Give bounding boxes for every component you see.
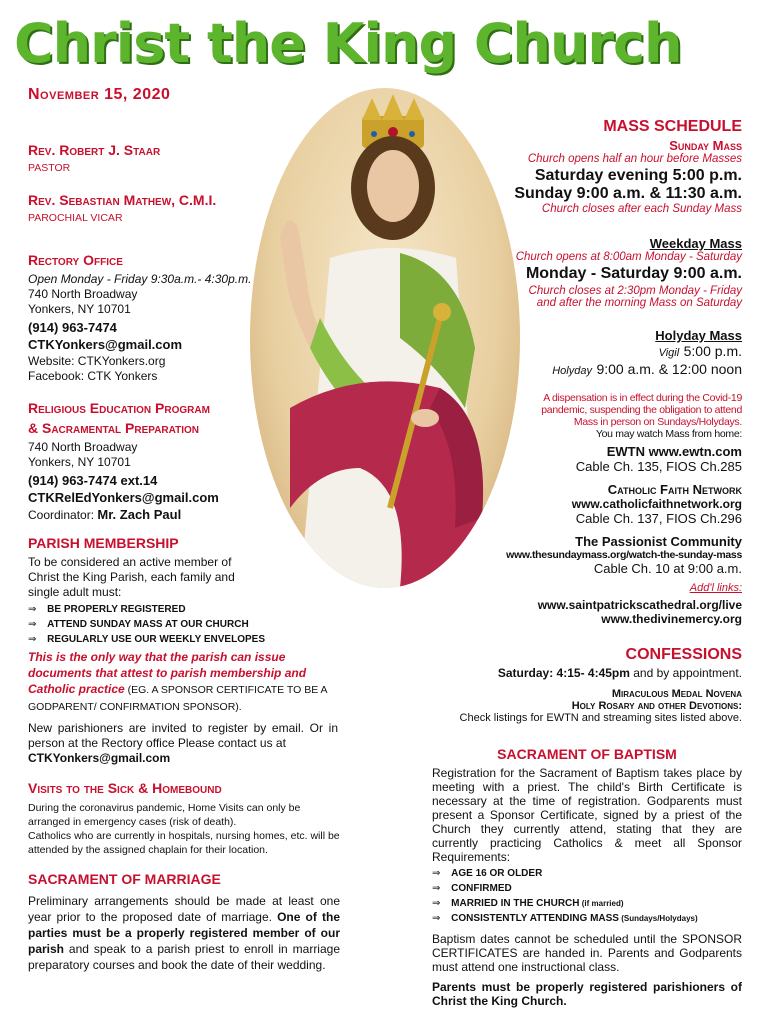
novena-line2: Holy Rosary and other Devotions: — [571, 700, 742, 712]
sponsor-requirements — [432, 866, 742, 926]
holyday-mass-label: Holyday Mass — [655, 328, 742, 343]
weekday-note2: Church closes at 2:30pm Monday - Friday — [528, 285, 742, 297]
dispensation-text: A dispensation is in effect during the Covid-19 pandemic, suspending the obligation to attend Mass in person on Sundays/Holydays. — [541, 392, 742, 428]
additional-links-label: Add'l links: — [689, 582, 742, 594]
passionist-url[interactable]: www.thesundaymass.org/watch-the-sunday-mass — [506, 549, 742, 561]
membership-heading: PARISH MEMBERSHIP — [28, 535, 179, 551]
religious-ed-block — [28, 400, 348, 523]
new-parishioners-email[interactable]: CTKYonkers@gmail.com — [28, 751, 171, 765]
marriage-block — [28, 872, 348, 973]
rectory-block — [28, 252, 348, 384]
cfn-channel: Cable Ch. 137, FIOS Ch.296 — [575, 511, 742, 526]
passionist-name: The Passionist Community — [575, 534, 742, 549]
coordinator-name: Mr. Zach Paul — [97, 507, 182, 522]
religious-ed-email[interactable]: CTKRelEdYonkers@gmail.com — [28, 490, 219, 505]
religious-ed-heading2: & Sacramental Preparation — [28, 420, 199, 436]
confessions-time-rest: and by appointment. — [629, 666, 742, 680]
bulletin-date: November 15, 2020 — [28, 86, 171, 103]
new-parishioners-text: New parishioners are invited to register by email. Or in person at the Rectory office Please contact us at — [28, 721, 338, 750]
ewtn-line[interactable]: EWTN www.ewtn.com — [606, 444, 742, 459]
vigil-time: 5:00 p.m. — [683, 343, 742, 359]
confessions-time: Saturday: 4:15- 4:45pm — [497, 666, 630, 680]
ewtn-channel: Cable Ch. 135, FIOS Ch.285 — [575, 459, 742, 474]
vicar-role: PAROCHIAL VICAR — [28, 212, 123, 224]
vicar-name: Rev. Sebastian Mathew, C.M.I. — [28, 192, 217, 208]
watch-text: You may watch Mass from home: — [595, 428, 742, 440]
rectory-email[interactable]: CTKYonkers@gmail.com — [28, 337, 183, 352]
religious-ed-phone: (914) 963-7474 ext.14 — [28, 473, 158, 488]
religious-ed-address2: Yonkers, NY 10701 — [28, 455, 131, 469]
weekday-line: Monday - Saturday 9:00 a.m. — [525, 265, 742, 282]
sunday-note1: Church opens half an hour before Masses — [527, 153, 742, 165]
list-item: ⇒ BE PROPERLY REGISTERED — [28, 602, 348, 617]
rectory-address1: 740 North Broadway — [28, 287, 138, 301]
marriage-text-bold: One of the parties must be a properly registered member of our parish — [28, 910, 340, 956]
visits-heading: Visits to the Sick & Homebound — [28, 780, 222, 796]
marriage-text2: and speak to a parish priest to enroll in marriage preparatory courses and book the date of their wedding. — [28, 942, 340, 972]
visits-text1: During the coronavirus pandemic, Home Visits can only be arranged in emergency cases (risk of death). — [28, 802, 301, 828]
vicar-block — [28, 192, 348, 226]
religious-ed-address1: 740 North Broadway — [28, 440, 138, 454]
rectory-heading: Rectory Office — [28, 252, 123, 268]
coordinator-label: Coordinator: — [28, 508, 95, 522]
marriage-text1: Preliminary arrangements should be made at least one year prior to the proposed date of marriage. — [28, 894, 340, 924]
visits-block — [28, 780, 348, 857]
baptism-intro: Registration for the Sacrament of Baptism takes place by meeting with a priest. The child's Birth Certificate is necessary at the time of registration. Godparents must present a Sponsor Certificate, signed by a priest of the Church they currently attend, stating that they are currently practicing Catholics & meet all Sponsor Requirements: — [432, 766, 742, 864]
weekday-note3: and after the morning Mass on Saturday — [536, 297, 742, 309]
membership-requirements — [28, 602, 348, 647]
link-saint-patricks[interactable]: www.saintpatrickscathedral.org/live — [537, 598, 742, 612]
check-listings: Check listings for EWTN and streaming sites listed above. — [459, 712, 742, 724]
holyday-mass-block — [462, 328, 742, 379]
streaming-block — [482, 444, 742, 626]
cfn-url[interactable]: www.catholicfaithnetwork.org — [571, 497, 742, 511]
page-title: Christ the King Church — [14, 12, 682, 75]
sunday-line2: Sunday 9:00 a.m. & 11:30 a.m. — [514, 185, 742, 202]
list-item: ⇒ ATTEND SUNDAY MASS AT OUR CHURCH — [28, 617, 348, 632]
list-item: ⇒ CONFIRMED — [432, 881, 742, 896]
weekday-note1: Church opens at 8:00am Monday - Saturday — [515, 251, 742, 263]
pastor-name: Rev. Robert J. Staar — [28, 142, 161, 158]
link-divine-mercy[interactable]: www.thedivinemercy.org — [601, 612, 742, 626]
pastor-block — [28, 142, 348, 176]
membership-intro: To be considered an active member of Christ the King Parish, each family and single adult must: — [28, 555, 235, 599]
baptism-parents: Parents must be properly registered parishioners of Christ the King Church. — [432, 980, 742, 1008]
confessions-block — [442, 646, 742, 724]
vigil-label: Vigil — [658, 347, 680, 359]
dispensation-block — [522, 392, 742, 440]
novena-line1: Miraculous Medal Novena — [611, 688, 742, 700]
religious-ed-heading: Religious Education Program — [28, 400, 210, 416]
sunday-note2: Church closes after each Sunday Mass — [541, 203, 742, 215]
list-item: ⇒ MARRIED IN THE CHURCH (if married) — [432, 896, 742, 911]
holyday-day-label: Holyday — [552, 365, 592, 377]
rectory-address2: Yonkers, NY 10701 — [28, 302, 131, 316]
mass-heading: MASS SCHEDULE — [603, 118, 742, 135]
marriage-heading: SACRAMENT OF MARRIAGE — [28, 871, 221, 887]
rectory-facebook[interactable]: Facebook: CTK Yonkers — [28, 369, 158, 383]
list-item: ⇒ AGE 16 OR OLDER — [432, 866, 742, 881]
rectory-phone: (914) 963-7474 — [28, 320, 117, 335]
confessions-heading: CONFESSIONS — [625, 646, 742, 663]
membership-block — [28, 536, 348, 766]
sunday-mass-label: Sunday Mass — [669, 138, 742, 153]
membership-note: This is the only way that the parish can issue documents that attest to parish membership and Catholic practice — [28, 650, 307, 696]
mass-schedule-block — [482, 118, 742, 215]
baptism-heading: SACRAMENT OF BAPTISM — [497, 746, 677, 762]
baptism-block — [432, 746, 742, 1008]
visits-text2: Catholics who are currently in hospitals, nursing homes, etc. will be attended by the assigned chaplain for their location. — [28, 830, 340, 856]
membership-note-rest: (EG. A SPONSOR CERTIFICATE TO BE A GODPARENT/ CONFIRMATION SPONSOR). — [28, 684, 327, 713]
weekday-mass-block — [462, 236, 742, 309]
passionist-channel: Cable Ch. 10 at 9:00 a.m. — [593, 561, 742, 576]
rectory-hours: Open Monday - Friday 9:30a.m.- 4:30p.m. — [28, 272, 252, 286]
pastor-role: PASTOR — [28, 162, 71, 174]
baptism-dates: Baptism dates cannot be scheduled until the SPONSOR CERTIFICATES are handed in. Parents and Godparents must attend one instructional class. — [432, 932, 742, 974]
list-item: ⇒ REGULARLY USE OUR WEEKLY ENVELOPES — [28, 632, 348, 647]
sunday-line1: Saturday evening 5:00 p.m. — [534, 167, 742, 184]
holyday-time: 9:00 a.m. & 12:00 noon — [596, 361, 742, 377]
weekday-mass-label: Weekday Mass — [649, 236, 742, 251]
cfn-name: Catholic Faith Network — [607, 482, 742, 497]
rectory-website[interactable]: Website: CTKYonkers.org — [28, 354, 166, 368]
list-item: ⇒ CONSISTENTLY ATTENDING MASS (Sundays/Holydays) — [432, 911, 742, 926]
